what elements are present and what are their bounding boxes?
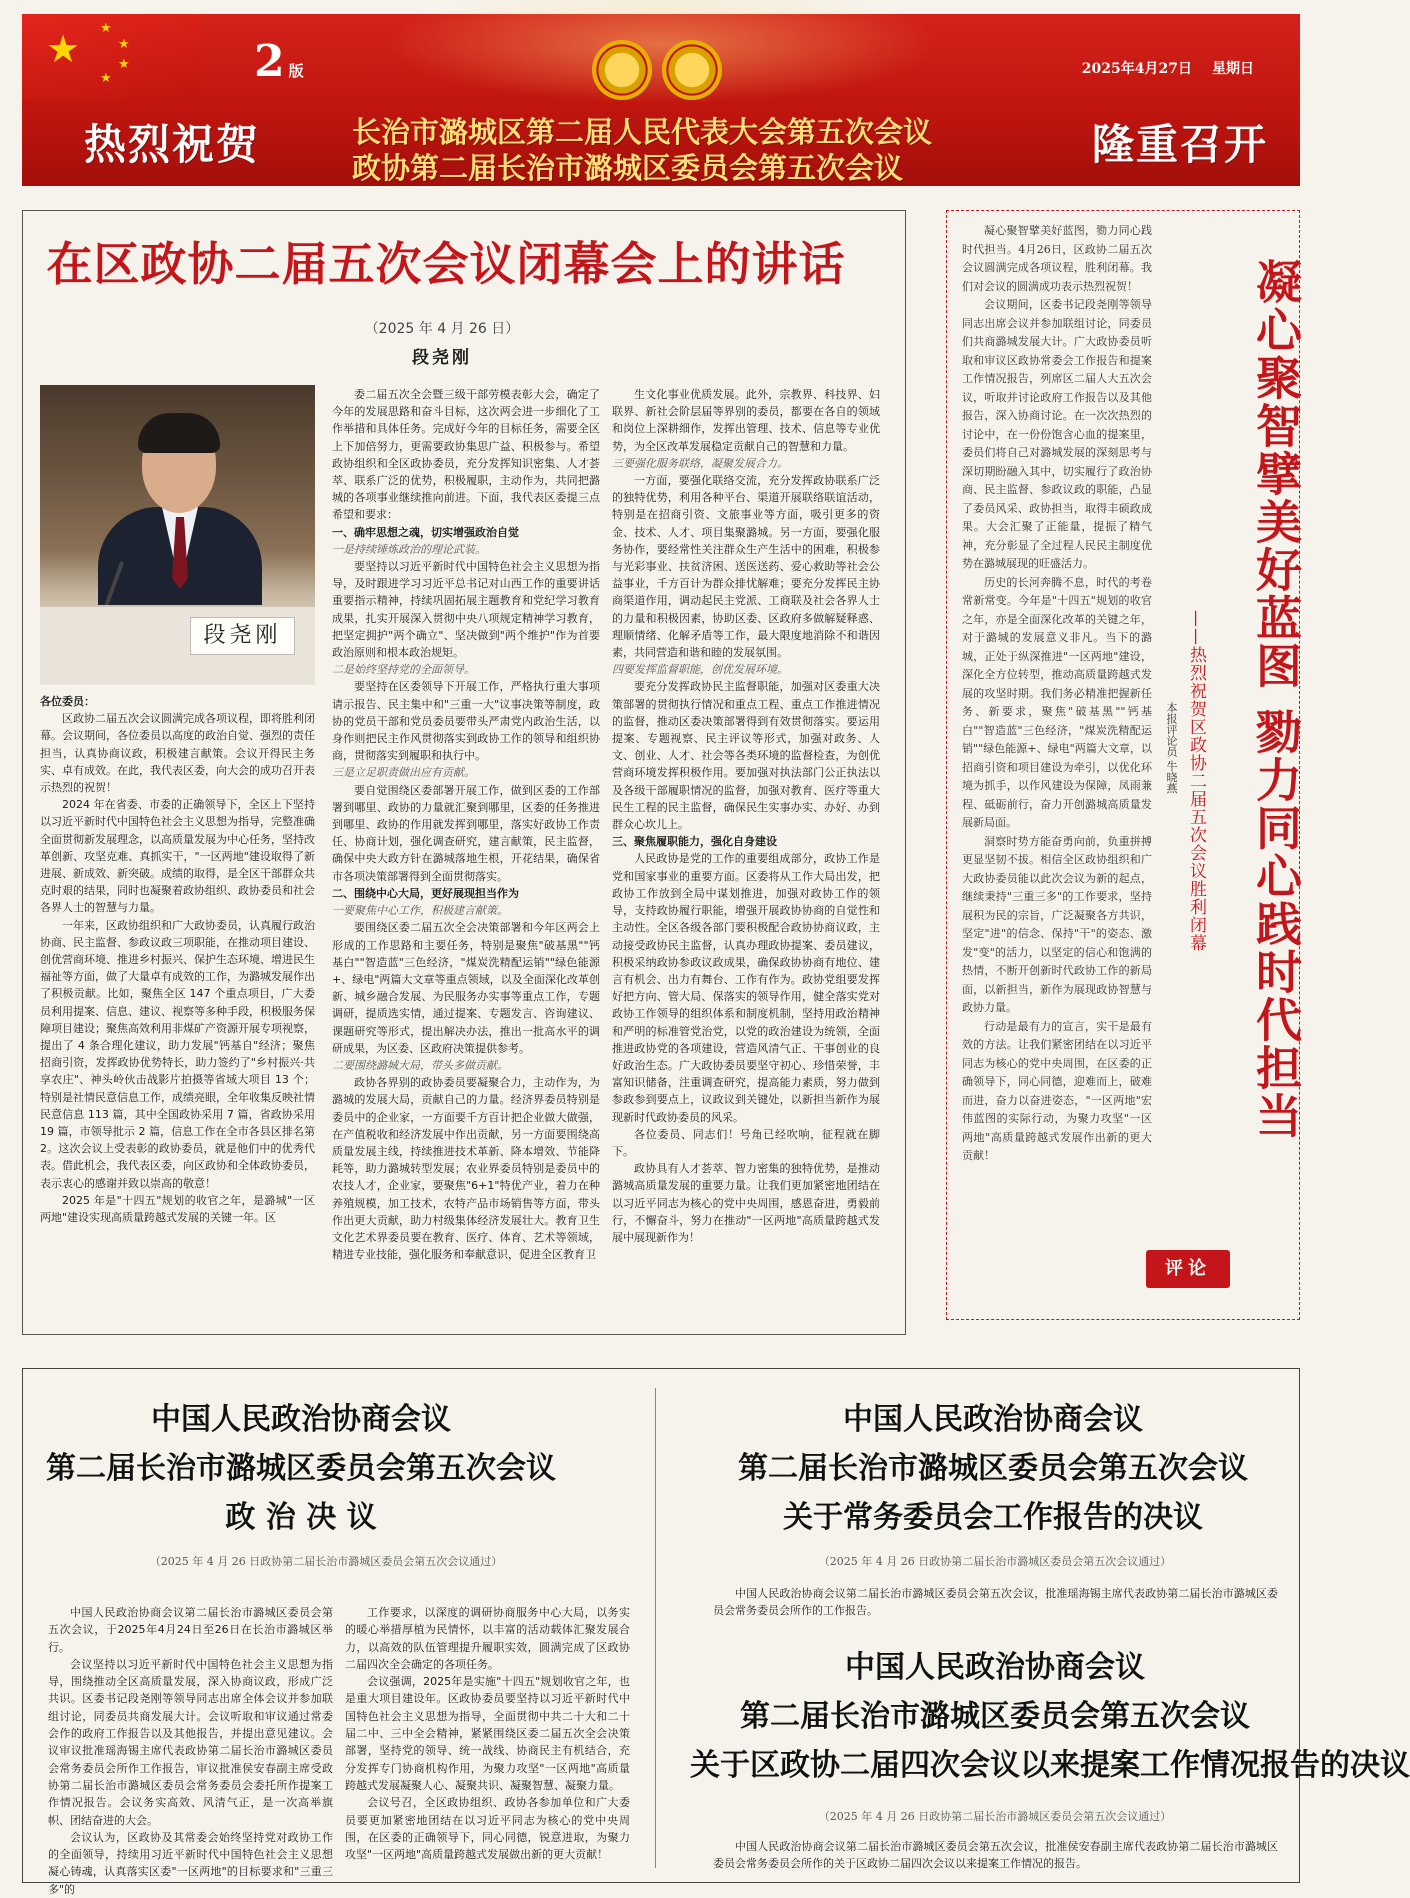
- standing-committee-resolution-text: 中国人民政治协商会议第二届长治市潞城区委员会第五次会议，批准瑶海锡主席代表政协第二届长治市潞城区委员会常务委员会所作的工作报告。: [713, 1587, 1278, 1618]
- paragraph: 二是始终坚持党的全面领导。: [332, 663, 475, 677]
- name-plate: 段尧刚: [190, 617, 295, 655]
- paragraph: 会议号召，全区政协组织、政协各参加单位和广大委员要更加紧密地团结在以习近平同志为核心的党中央周围，在区委的正确领导下，同心同德，锐意进取，为聚力攻坚"一区两地"高质量跨越式发展做出新的更大贡献！: [345, 1796, 630, 1862]
- paragraph: 要坚持在区委领导下开展工作，严格执行重大事项请示报告、民主集中和"三重一大"议事决策等制度，政协的党员干部和党员委员要带头严肃党内政治生活，以身作则把民主作风贯彻落实到政协工作的领导和组织协商，贯彻落实到履职和执行中。: [332, 680, 600, 763]
- paragraph: 生文化事业优质发展。此外，宗教界、科技界、妇联界、新社会阶层届等界别的委员，都要在各自的领域和岗位上深耕细作，发挥出管理、技术、信息等专业优势，为全区改革发展稳定贡献自己的智慧和力量。: [612, 388, 880, 453]
- paragraph: 2024 年在省委、市委的正确领导下，全区上下坚持以习近平新时代中国特色社会主义思想为指导，完整准确全面贯彻新发展理念，以高质量发展为中心任务，坚持改革创新、攻坚克难、真抓实干，"一区两地"建设取得了新进展、新成效、新突破。成绩的取得，是全区干部群众共克时艰的结果，同时也凝聚着政协组织、政协委员和社会各界人士的智慧与力量。: [40, 798, 315, 915]
- commentary-body: [962, 222, 1152, 1307]
- headline-line-1: 长治市潞城区第二届人民代表大会第五次会议: [352, 115, 933, 149]
- issue-date: 2025年4月27日 星期日: [1081, 61, 1254, 77]
- paragraph: 一要聚焦中心工作，积极建言献策。: [332, 904, 508, 918]
- proposal-report-resolution-title: 中国人民政治协商会议 第二届长治市潞城区委员会第五次会议 关于区政协二届四次会议以来提案工作情况报告的决议: [690, 1650, 1410, 1783]
- paragraph: 政协具有人才荟萃、智力密集的独特优势，是推动潞城高质量发展的重要力量。让我们更加紧密地团结在以习近平同志为核心的党中央周围，感恩奋进，勇毅前行，不懈奋斗，努力在推动"一区两地"高质量跨越式发展中展现新作为！: [612, 1162, 880, 1244]
- paragraph: 洞察时势方能奋勇向前，负重拼搏更显坚韧不拔。相信全区政协组织和广大政协委员能以此次会议为新的起点，继续秉持"三重三多"的工作要求，坚持展积为民的宗旨，广泛凝聚各方共识，坚定"进"的信念、保持"干"的姿态、激发"变"的活力，以坚定的信心和饱满的热情，不断开创新时代政协工作的新局面，以新担当，新作为展现政协智慧与政协力量。: [962, 834, 1152, 1014]
- paragraph: 要充分发挥政协民主监督职能，加强对区委重大决策部署的贯彻执行情况和重点工程、重点工作推进情况的监督，推动区委决策部署得到有效贯彻落实。要运用提案、专题视察、民主评议等形式，加强对政务、人文、创业、人才、社会等各类环境的监督检查，为创优营商环境发挥积极作用。要加强对执法部门公正执法以及各级干部履职情况的监督，加强对教育、医疗等重大民生工程的民主监督，确保民生实事办实、办好、办到群众心坎儿上。: [612, 680, 880, 832]
- speech-author: 段尧刚: [412, 348, 472, 368]
- standing-committee-resolution-title: 中国人民政治协商会议 第二届长治市潞城区委员会第五次会议 关于常务委员会工作报告的决议: [738, 1402, 1248, 1535]
- paragraph: 凝心聚智擘美好蓝图，勠力同心践时代担当。4月26日，区政协二届五次会议圆满完成各项议程，胜利闭幕。我们对会议的圆满成功表示热烈祝贺！: [962, 224, 1152, 293]
- small-star-icon: ★: [100, 21, 112, 36]
- paragraph: 历史的长河奔腾不息，时代的考卷常新常变。今年是"十四五"规划的收官之年，亦是全面深化改革的关键之年，对于潞城的发展意义非凡。当下的潞城，正处于纵深推进"一区两地"建设，深化全方位转型，推动高质量跨越式发展的攻坚时期。我们务必精准把握新任务、新要求，聚焦"破基黑""钙基白""智造蓝"三色经济，"煤炭洗精配运销""绿色能源+、绿电"两篇大文章，以招商引资和项目建设为牵引，以优化环境为抓手，以作风建设为保障，凤雨兼程、砥砺前行，奋力开创潞城高质量发展新局面。: [962, 575, 1152, 829]
- speech-title: 在区政协二届五次会议闭幕会上的讲话: [46, 237, 846, 291]
- paragraph: 中国人民政治协商会议第二届长治市潞城区委员会第五次会议，于2025年4月24日至26日在长治市潞城区举行。: [48, 1606, 333, 1654]
- paragraph: 一年来，区政协组织和广大政协委员，认真履行政治协商、民主监督、参政议政三项职能，在推动项目建设、创优营商环境、推进乡村振兴、保护生态环境、增进民生福祉等方面，做了大量卓有成效的工作，为潞城发展作出了积极贡献。比如，聚焦全区 147 个重点项目，广大委员利用提案、信息、建议、视察等多种手段，积极服务保障项目建设；聚焦高效利用非煤矿产资源开展专项视察，提出了 4 条合理化建议，助力发展"钙基自"经济；聚焦招商引资，发挥政协优势特长，助力签约了"乡村振兴·共享农庄"、神头岭伙击战影片拍摄等省域大项目 13 个；特别是社情民意信息工作，成绩亮眼，全年收集反映社情民意信息 113 篇，其中全国政协采用 7 篇，省政协采用 19 篇，市领导批示 2 篇，信息工作在全市各县区排名第 2。这次会议上受表彰的政协委员，就是他们中的优秀代表。借此机会，我代表区委，向区政协和全体政协委员，表示衷心的感谢并致以崇高的敬意！: [40, 918, 315, 1190]
- speech-column-2: [332, 386, 600, 1323]
- paragraph: 会议认为，区政协及其常委会始终坚持党对政协工作的全面领导，持续用习近平新时代中国特色社会主义思想凝心铸魂，认真落实区委"一区两地"的目标要求和"三重三多"的: [48, 1830, 333, 1896]
- national-emblem-icon: [592, 40, 652, 100]
- standing-committee-resolution-note: （2025 年 4 月 26 日政协第二届长治市潞城区委员会第五次会议通过）: [818, 1555, 1172, 1568]
- paragraph: 三要强化服务联络，凝聚发展合力。: [612, 456, 788, 470]
- cppcc-emblem-icon: [662, 40, 722, 100]
- paragraph: 行动是最有力的宣言，实干是最有效的方法。让我们紧密团结在以习近平同志为核心的党中央周围，在区委的正确领导下，同心同德，迎难而上，破难而进，奋力以奋进姿态，"一区两地"宏伟蓝图的实际行动，为聚力攻坚"一区两地"高质量跨越式发展作出新的更大贡献！: [962, 1019, 1152, 1162]
- headline-line-2: 政协第二届长治市潞城区委员会第五次会议: [352, 151, 904, 185]
- political-resolution-title: 中国人民政治协商会议 第二届长治市潞城区委员会第五次会议 政 治 决 议: [46, 1402, 556, 1535]
- political-resolution-column-2: [345, 1604, 630, 1874]
- paragraph: 区政协二届五次会议圆满完成各项议程，即将胜利闭幕。会议期间，各位委员以高度的政治自觉、强烈的责任担当，认真协商议政，积极建言献策。会议开得民主务实、卓有成效。在此，我代表区委，向大会的成功召开表示热烈的祝贺！: [40, 712, 315, 795]
- speech-date: （2025 年 4 月 26 日）: [364, 321, 520, 337]
- paragraph: 三、聚焦履职能力，强化自身建设: [612, 835, 777, 849]
- paragraph: 要自觉围绕区委部署开展工作，做到区委的工作部署到哪里、政协的力量就汇聚到哪里，区委的任务推进到哪里、政协的作用就发挥到哪里，落实好政协工作责任、协商计划，强化调查研究，建言献策，民主监督，确保中央大政方针在潞城落地生根，开花结果，确保省市各项决策部署得到全面贯彻落实。: [332, 783, 600, 883]
- paragraph: 二、围绕中心大局，更好展现担当作为: [332, 886, 519, 900]
- paragraph: 2025 年是"十四五"规划的收官之年，是潞城"一区两地"建设实现高质量跨越式发展的关键一年。区: [40, 1193, 315, 1225]
- commentary-tag: 评论: [1146, 1250, 1230, 1288]
- proposal-report-resolution-note: （2025 年 4 月 26 日政协第二届长治市潞城区委员会第五次会议通过）: [818, 1810, 1172, 1823]
- paragraph: 各位委员、同志们！号角已经吹响，征程就在脚下。: [612, 1127, 880, 1158]
- paragraph: 会议强调，2025年是实施"十四五"规划收官之年，也是重大项目建设年。区政协委员要坚持以习近平新时代中国特色社会主义思想为指导，全面贯彻中共二十大和二十届二中、三中全会精神，紧紧围绕区委二届五次全会决策部署，坚持党的领导、统一战线、协商民主有机结合，充分发挥专门协商机构作用，为聚力攻坚"一区两地"高质量跨越式发展凝聚人心、凝聚共识、凝聚智慧、凝聚力量。: [345, 1675, 630, 1792]
- commentary-subtitle: ——热烈祝贺区政协二届五次会议胜利闭幕: [1186, 610, 1206, 952]
- paragraph: 会议期间，区委书记段尧刚等领导同志出席会议并参加联组讨论，同委员们共商潞城发展大计。广大政协委员听取和审议区政协常委会工作报告和提案工作情况报告，列席区二届人大五次会议，听取并讨论政府工作报告以及其他报告，深入协商讨论。在一次次热烈的讨论中，在一份份饱含心血的提案里，委员们将自己对潞城发展的深刻思考与深切期盼融入其中，切实履行了政治协商、民主监督、参政议政的职能，凸显了委员风采、政协担当，取得丰硕政成果。大会汇聚了正能量，提振了精气神，充分彰显了全过程人民民主制度优势在潞城展现的旺盛活力。: [962, 298, 1152, 570]
- small-star-icon: ★: [100, 71, 112, 86]
- flag-graphic: [22, 14, 202, 99]
- paragraph: 要围绕区委二届五次全会决策部署和今年区两会上形成的工作思路和主要任务，特别是聚焦"破基黑""钙基白""智造蓝"三色经济，"煤炭洗精配运销""绿色能源+、绿电"两篇大文章等重点领域，以及全面深化改革创新、城乡融合发展、为民服务办实事等重点工作，专题调研，提质选实情，通过提案、专题发言、咨询建议、课题研究等形式，提出解决办法，推出一批高水平的调研成果，为区委、区政府决策提供参考。: [332, 921, 600, 1055]
- paragraph: 一是持续锤炼政治的理论武装。: [332, 542, 486, 556]
- paragraph: 各位委员：: [40, 695, 95, 708]
- proposal-report-resolution-text: 中国人民政治协商会议第二届长治市潞城区委员会第五次会议，批准侯安春副主席代表政协第二届长治市潞城区委员会常务委员会所作的关于区政协二届四次会议以来提案工作情况的报告。: [713, 1840, 1278, 1871]
- paragraph: 工作要求，以深度的调研协商服务中心大局，以务实的暖心举措厚植为民情怀，以丰富的活动载体汇聚发展合力，以高效的队伍管理提升履职实效，圆满完成了区政协二届四次全会确定的各项任务。: [345, 1606, 630, 1671]
- political-resolution-column-1: [48, 1604, 333, 1896]
- speech-column-3: [612, 386, 880, 1323]
- page-number: 2 版: [254, 36, 304, 87]
- big-star-icon: ★: [46, 27, 81, 71]
- commentary-author: 本报评论员 牛晓燕: [1165, 702, 1178, 794]
- paragraph: 一方面，要强化联络交流，充分发挥政协联系广泛的独特优势，利用各种平台、渠道开展联络联谊活动，特别是在招商引资、文旅事业等方面，吸引更多的资金、技术、人才、项目集聚潞城。另一方面，要强化服务协作，要经常性关注群众生产生活中的困难，积极参与光彩事业、扶贫济困、送医送药、爱心救助等社会公益事业，千方百计为群众排忧解难；要充分发挥民主协商渠道作用，调动起民主党派、工商联及社会各界人士的力量和积极因素，协助区委、区政府多做解疑释惑、理顺情绪、化解矛盾等工作，最大限度地消除不和谐因素，共同营造和谐和睦的发展氛围。: [612, 474, 880, 660]
- commentary-title: 凝心聚智擘美好蓝图 勠力同心践时代担当: [1249, 258, 1303, 1141]
- political-resolution-note: （2025 年 4 月 26 日政协第二届长治市潞城区委员会第五次会议通过）: [149, 1555, 503, 1568]
- paragraph: 二要围绕潞城大局，带头多做贡献。: [332, 1058, 508, 1072]
- slogan-right: 隆重召开: [1091, 120, 1268, 169]
- speaker-photo: [40, 385, 315, 685]
- masthead-banner: [22, 14, 1300, 186]
- paragraph: 人民政协是党的工作的重要组成部分，政协工作是党和国家事业的重要方面。区委将从工作大局出发，把政协工作放到全局中谋划推进，加强对政协工作的领导，支持政协履行职能，增强开展政协协商的自觉性和主动性。全区各级各部门要积极配合政协协商议政，主动接受政协民主监督，认真办理政协提案、委员建议，积极采纳政协参政议政成果，确保政协协商有地位、建言有机会、出力有舞台、工作有作为。政协党组要发挥好把方向、管大局、保落实的领导作用，健全落实党对政协工作领导的组织体系和制度机制，坚持用政治精神和严明的标准管党治党，以党的政治建设为统领，全面推进政协党的各项建设，营造风清气正、干事创业的良好政治生态。广大政协委员要坚守初心、珍惜荣誉，丰富知识储备，注重调查研究，提高能力素质，努力做到参政参到要点上，议政议到关键处，以新担当新作为展现新时代政协委员的风采。: [612, 852, 880, 1124]
- slogan-left: 热烈祝贺: [84, 120, 261, 169]
- paragraph: 三是立足职责做出应有贡献。: [332, 766, 475, 780]
- paragraph: 四要发挥监督职能，创优发展环境。: [612, 663, 788, 677]
- speech-column-1: [40, 693, 315, 1323]
- small-star-icon: ★: [118, 37, 130, 52]
- paragraph: 委二届五次全会暨三级干部劳模表彰大会，确定了今年的发展思路和奋斗目标，这次两会进一步细化了工作举措和具体任务。完成好今年的目标任务，需要全区上下加倍努力，更需要政协集思广益、积极参与。希望政协组织和全区政协委员，充分发挥知识密集、人才荟萃、联系广泛的优势，积极履职，主动作为，共同把潞城的各项事业继续推向前进。下面，我代表区委提三点希望和要求：: [332, 388, 600, 522]
- paragraph: 要坚持以习近平新时代中国特色社会主义思想为指导，及时跟进学习习近平总书记对山西工作的重要讲话重要指示精神，持续巩固拓展主题教育和党纪学习教育成果，扎实开展深入贯彻中央八项规定精神学习教育，把坚定拥护"两个确立"、坚决做到"两个维护"作为首要政治原则和根本政治规矩。: [332, 560, 600, 660]
- paragraph: 会议坚持以习近平新时代中国特色社会主义思想为指导，围绕推动全区高质量发展，深入协商议政，形成广泛共识。区委书记段尧刚等领导同志出席全体会议并参加联组讨论，同委员共商发展大计。会议听取和审议通过常委会作的政府工作报告以及其他报告，并提出意见建议。会议审议批准瑶海锡主席代表政协第二届长治市潞城区委员会常务委员会所作工作报告，审议批准侯安春副主席受政协第二届长治市潞城区委员会常务委员会委托所作提案工作情况报告。会议务实高效、风清气正，是一次高举旗帜、团结奋进的大会。: [48, 1657, 333, 1827]
- paragraph: 政协各界别的政协委员要凝聚合力，主动作为，为潞城的发展大局，贡献自己的力量。经济界委员特别是委员中的企业家，一方面要千方百计把企业做大做强，在产值税收和经济发展中作出贡献，另一方面要围绕高质量发展主线，持续推进技术革新、降本增效、节能降耗等，助力潞城转型发展；农业界委员特别是委员中的农技人才，企业家，要聚焦"6+1"特优产业，着力在种养殖规模，加工技术，农特产品市场销售等方面，带头作出更大贡献，助力村级集体经济发展壮大。教育卫生文化艺术界委员要在教育、医疗、体育、艺术等领域，精进专业技能，强化服务和奉献意识，促进全区教育卫: [332, 1076, 600, 1262]
- paragraph: 一、确牢思想之魂，切实增强政治自觉: [332, 525, 519, 539]
- small-star-icon: ★: [118, 57, 130, 72]
